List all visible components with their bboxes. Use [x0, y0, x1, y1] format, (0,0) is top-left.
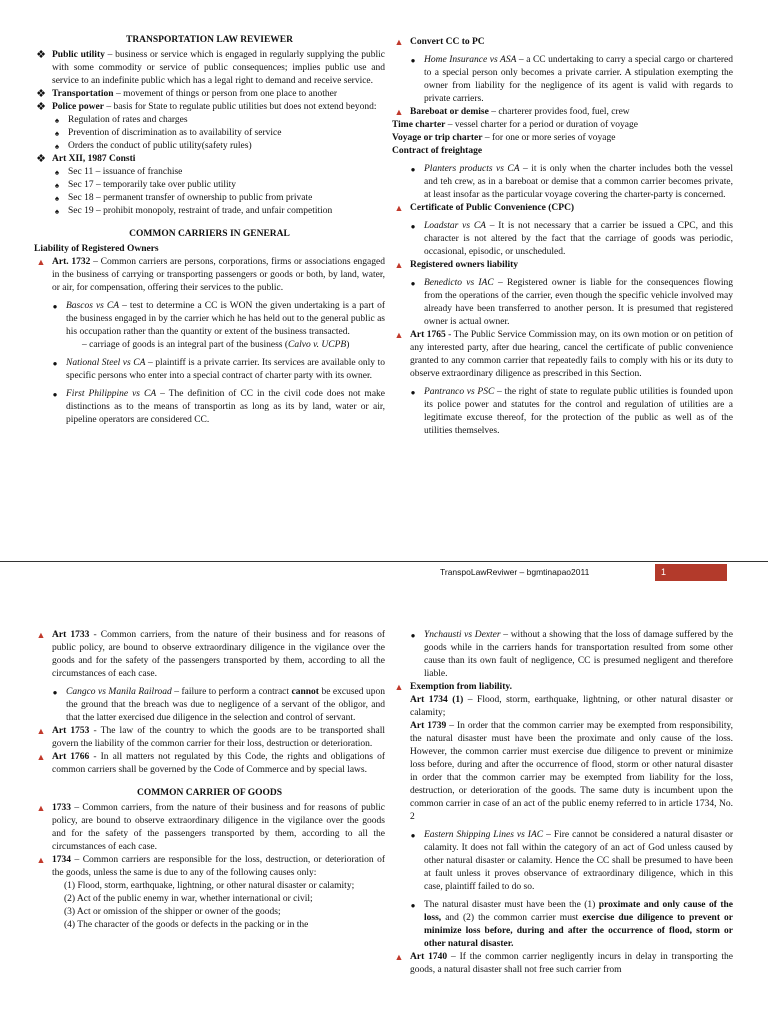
section-title: COMMON CARRIER OF GOODS	[136, 788, 283, 798]
art-1733: ▲ Art 1733 - Common carriers, from the nature of their business and for reasons of public policy, are bound to observe extraordinary diligence in the vigilance over the goods and for the safety of the passengers transported by them, according to all the circumstances of each case.	[34, 629, 385, 681]
footer-text: TranspoLawReviwer – bgmtinapao2011	[440, 567, 590, 577]
list-item: ♠ Prevention of discrimination as to availability of service	[34, 127, 385, 140]
spade-bullet-icon: ♠	[54, 207, 60, 216]
art-1765: ▲ Art 1765 - The Public Service Commission may, on its own motion or on petition of any interested party, after due hearing, cancel the certificate of public convenience granted to any common carrier that repeatedly fails to comply with his or its duty to observe extraordinary diligence as prescribed in this Section.	[392, 329, 733, 381]
list-item: (2) Act of the public enemy in war, whether international or civil;	[64, 894, 313, 904]
diamond-bullet-icon: ❖	[36, 49, 46, 61]
convert-heading: ▲ Convert CC to PC	[392, 36, 733, 49]
spade-bullet-icon: ♠	[54, 129, 60, 138]
case-first-philippine: ● First Philippine vs CA – The definition of CC in the civil code does not make distinctions as to the means of transportin as long as its by land, water or air, pipeline operators are considered CC.	[34, 388, 385, 427]
spade-bullet-icon: ♠	[54, 194, 60, 203]
page1-right-column	[392, 36, 733, 438]
cpc-heading: ▲ Certificate of Public Convenience (CPC)	[392, 202, 733, 215]
diamond-bullet-icon: ❖	[36, 101, 46, 113]
arrow-bullet-icon: ▲	[36, 752, 46, 762]
spade-bullet-icon: ♠	[54, 168, 60, 177]
list-item: ♠ Regulation of rates and charges	[34, 114, 385, 127]
page1-left-column	[34, 34, 385, 427]
bullet-dot-icon: ●	[52, 688, 58, 697]
arrow-bullet-icon: ▲	[394, 330, 404, 340]
page2-left-column	[34, 629, 385, 932]
art-xii-heading: ❖ Art XII, 1987 Consti	[34, 153, 385, 166]
list-item: ♠ Sec 19 – prohibit monopoly, restraint of trade, and unfair competition	[34, 205, 385, 218]
sec-1734: ▲ 1734 – Common carriers are responsible for the loss, destruction, or deterioration of the goods, unless the same is due to any of the following causes only:	[34, 854, 385, 880]
arrow-bullet-icon: ▲	[394, 682, 404, 692]
bullet-dot-icon: ●	[52, 359, 58, 368]
bullet-dot-icon: ●	[410, 631, 416, 640]
document-title: TRANSPORTATION LAW REVIEWER	[125, 35, 293, 45]
page-number: 1	[655, 564, 727, 581]
arrow-bullet-icon: ▲	[394, 260, 404, 270]
spade-bullet-icon: ♠	[54, 181, 60, 190]
bullet-dot-icon: ●	[410, 165, 416, 174]
def-public-utility: ❖ Public utility – business or service which is engaged in regularly supplying the public with some commodity or service of public consequences; implies public use and service to an indefinite public which has a legal right to demand and receive service.	[34, 49, 385, 88]
arrow-bullet-icon: ▲	[394, 952, 404, 962]
art-1739: Art 1739 – In order that the common carrier may be exempted from responsibility, the natural disaster must have been the proximate and only cause of the loss. However, the common carrier must exercise due diligence to prevent or minimize loss before, during and after the occurrence of flood, storm or other natural disaster in order that the common carrier may be exempted from liability for the loss, destruction, or deterioration of the goods. The same duty is incumbent upon the common carrier in case of an act of the public enemy referred to in article 1734, No. 2	[410, 721, 734, 822]
art-1732: ▲ Art. 1732 – Common carriers are persons, corporations, firms or associations engaged in the business of carrying or transporting passengers or goods or both, by land, water, or air, for compensation, offering their services to the public.	[34, 256, 385, 295]
exemption-heading: ▲ Exemption from liability.	[392, 681, 733, 694]
list-item: (4) The character of the goods or defects in the packing or in the	[64, 920, 309, 930]
case-home-insurance: ● Home Insurance vs ASA – a CC undertaking to carry a special cargo or chartered to a special person only becomes a private carrier. A stipulation exempting the owner from liability for the negligence of its agent is valid with regards to private carriers.	[392, 54, 733, 106]
arrow-bullet-icon: ▲	[394, 203, 404, 213]
case-benedicto: ● Benedicto vs IAC – Registered owner is liable for the consequences flowing from the operations of the carrier, even though the specific vehicle involved may already have been transferred to another person. It is presumed that registered owner is actual owner.	[392, 277, 733, 329]
sec-1733: ▲ 1733 – Common carriers, from the nature of their business and for reasons of public policy, are bound to observe extraordinary diligence in the vigilance over the goods and for the safety of the passengers transported by them, according to all the circumstances of each case.	[34, 802, 385, 854]
art-1753: ▲ Art 1753 - The law of the country to which the goods are to be transported shall govern the liability of the common carrier for their loss, destruction or deterioration.	[34, 725, 385, 751]
arrow-bullet-icon: ▲	[394, 37, 404, 47]
list-item: ♠ Sec 11 – issuance of franchise	[34, 166, 385, 179]
case-cangco: ● Cangco vs Manila Railroad – failure to perform a contract cannot be excused upon the ground that the breach was due to negligence of a servant of the obligor, and that the latter exercised due diligence in the selection and control of servant.	[34, 686, 385, 725]
section-title: COMMON CARRIERS IN GENERAL	[129, 229, 290, 239]
list-item: ♠ Sec 17 – temporarily take over public utility	[34, 179, 385, 192]
bullet-dot-icon: ●	[410, 831, 416, 840]
arrow-bullet-icon: ▲	[36, 803, 46, 813]
diamond-bullet-icon: ❖	[36, 88, 46, 100]
arrow-bullet-icon: ▲	[394, 107, 404, 117]
bullet-dot-icon: ●	[410, 56, 416, 65]
art-1740: ▲ Art 1740 – If the common carrier negligently incurs in delay in transporting the goods, a natural disaster shall not free such carrier from	[392, 951, 733, 977]
page-2	[0, 612, 768, 1024]
voyage-charter: Voyage or trip charter – for one or more series of voyage	[392, 133, 616, 143]
def-police-power: ❖ Police power – basis for State to regulate public utilities but does not extend beyond:	[34, 101, 385, 114]
case-pantranco: ● Pantranco vs PSC – the right of state to regulate public utilities is founded upon its police power and statutes for the control and regulation of utilities are a legitimate excuse thereof, for the protection of the public as well as of the utilities themselves.	[392, 386, 733, 438]
art-1734-1: Art 1734 (1) – Flood, storm, earthquake, lightning, or other natural disaster or calamity;	[410, 695, 734, 718]
arrow-bullet-icon: ▲	[36, 630, 46, 640]
bullet-dot-icon: ●	[410, 388, 416, 397]
list-item: ♠ Sec 18 – permanent transfer of ownership to public from private	[34, 192, 385, 205]
case-loadstar: ● Loadstar vs CA – It is not necessary that a carrier be issued a CPC, and this character is not altered by the fact that the carriage of goods was periodic, occasional, episodic, or unscheduled.	[392, 220, 733, 259]
bullet-dot-icon: ●	[410, 279, 416, 288]
time-charter: Time charter – vessel charter for a period or duration of voyage	[392, 120, 638, 130]
registered-heading: ▲ Registered owners liability	[392, 259, 733, 272]
list-item: (1) Flood, storm, earthquake, lightning, or other natural disaster or calamity;	[64, 881, 355, 891]
bareboat: ▲ Bareboat or demise – charterer provides food, fuel, crew	[392, 106, 733, 119]
diamond-bullet-icon: ❖	[36, 153, 46, 165]
case-ynchausti: ● Ynchausti vs Dexter – without a showing that the loss of damage suffered by the goods while in the carriers hands for transportation resulted from some other cause than its own fault of negligence, CC is presumed negligent and therefore liable.	[392, 629, 733, 681]
case-bascos-extra: – carriage of goods is an integral part of the business (Calvo v. UCPB)	[82, 340, 350, 350]
list-item: (3) Act or omission of the shipper or owner of the goods;	[64, 907, 281, 917]
bullet-dot-icon: ●	[410, 901, 416, 910]
case-bascos: ● Bascos vs CA – test to determine a CC is WON the given undertaking is a part of the business engaged in by the carrier which he has held out to the general public as his occupation rather than the quantity or extent of the business transacted.	[34, 300, 385, 339]
case-national-steel: ● National Steel vs CA – plaintiff is a private carrier. Its services are available only to specific persons who enter into a special contract of charter party with its owner.	[34, 357, 385, 383]
contract-freightage: Contract of freightage	[392, 146, 483, 156]
case-planters: ● Planters products vs CA – it is only when the charter includes both the vessel and teh crew, as in a bareboat or demise that a common carrier becomes private, at least insofar as the particular voyage covering the charter-party is concerned.	[392, 163, 733, 202]
art-1766: ▲ Art 1766 - In all matters not regulated by this Code, the rights and obligations of common carriers shall be governed by the Code of Commerce and by special laws.	[34, 751, 385, 777]
def-transportation: ❖ Transportation – movement of things or person from one place to another	[34, 88, 385, 101]
footer-divider	[0, 561, 768, 562]
spade-bullet-icon: ♠	[54, 116, 60, 125]
subsection-title: Liability of Registered Owners	[34, 244, 159, 254]
case-eastern-shipping: ● Eastern Shipping Lines vs IAC – Fire cannot be considered a natural disaster or calamity. It does not fall within the category of an act of God unless caused by other natural disaster or calamity. Hence the CC shall be presumed to have been at fault unless it proves observance of extraordinary diligence, which in this case, plaintiff failed to do so.	[392, 829, 733, 894]
bullet-dot-icon: ●	[410, 222, 416, 231]
natural-disaster-note: ● The natural disaster must have been the (1) proximate and only cause of the loss, and (2) the common carrier must exercise due diligence to prevent or minimize loss before, during and after the occurrence of flood, storm or other natural disaster.	[392, 899, 733, 951]
arrow-bullet-icon: ▲	[36, 257, 46, 267]
list-item: ♠ Orders the conduct of public utility(safety rules)	[34, 140, 385, 153]
arrow-bullet-icon: ▲	[36, 726, 46, 736]
spade-bullet-icon: ♠	[54, 142, 60, 151]
page2-right-column	[392, 629, 733, 977]
bullet-dot-icon: ●	[52, 390, 58, 399]
arrow-bullet-icon: ▲	[36, 855, 46, 865]
bullet-dot-icon: ●	[52, 302, 58, 311]
